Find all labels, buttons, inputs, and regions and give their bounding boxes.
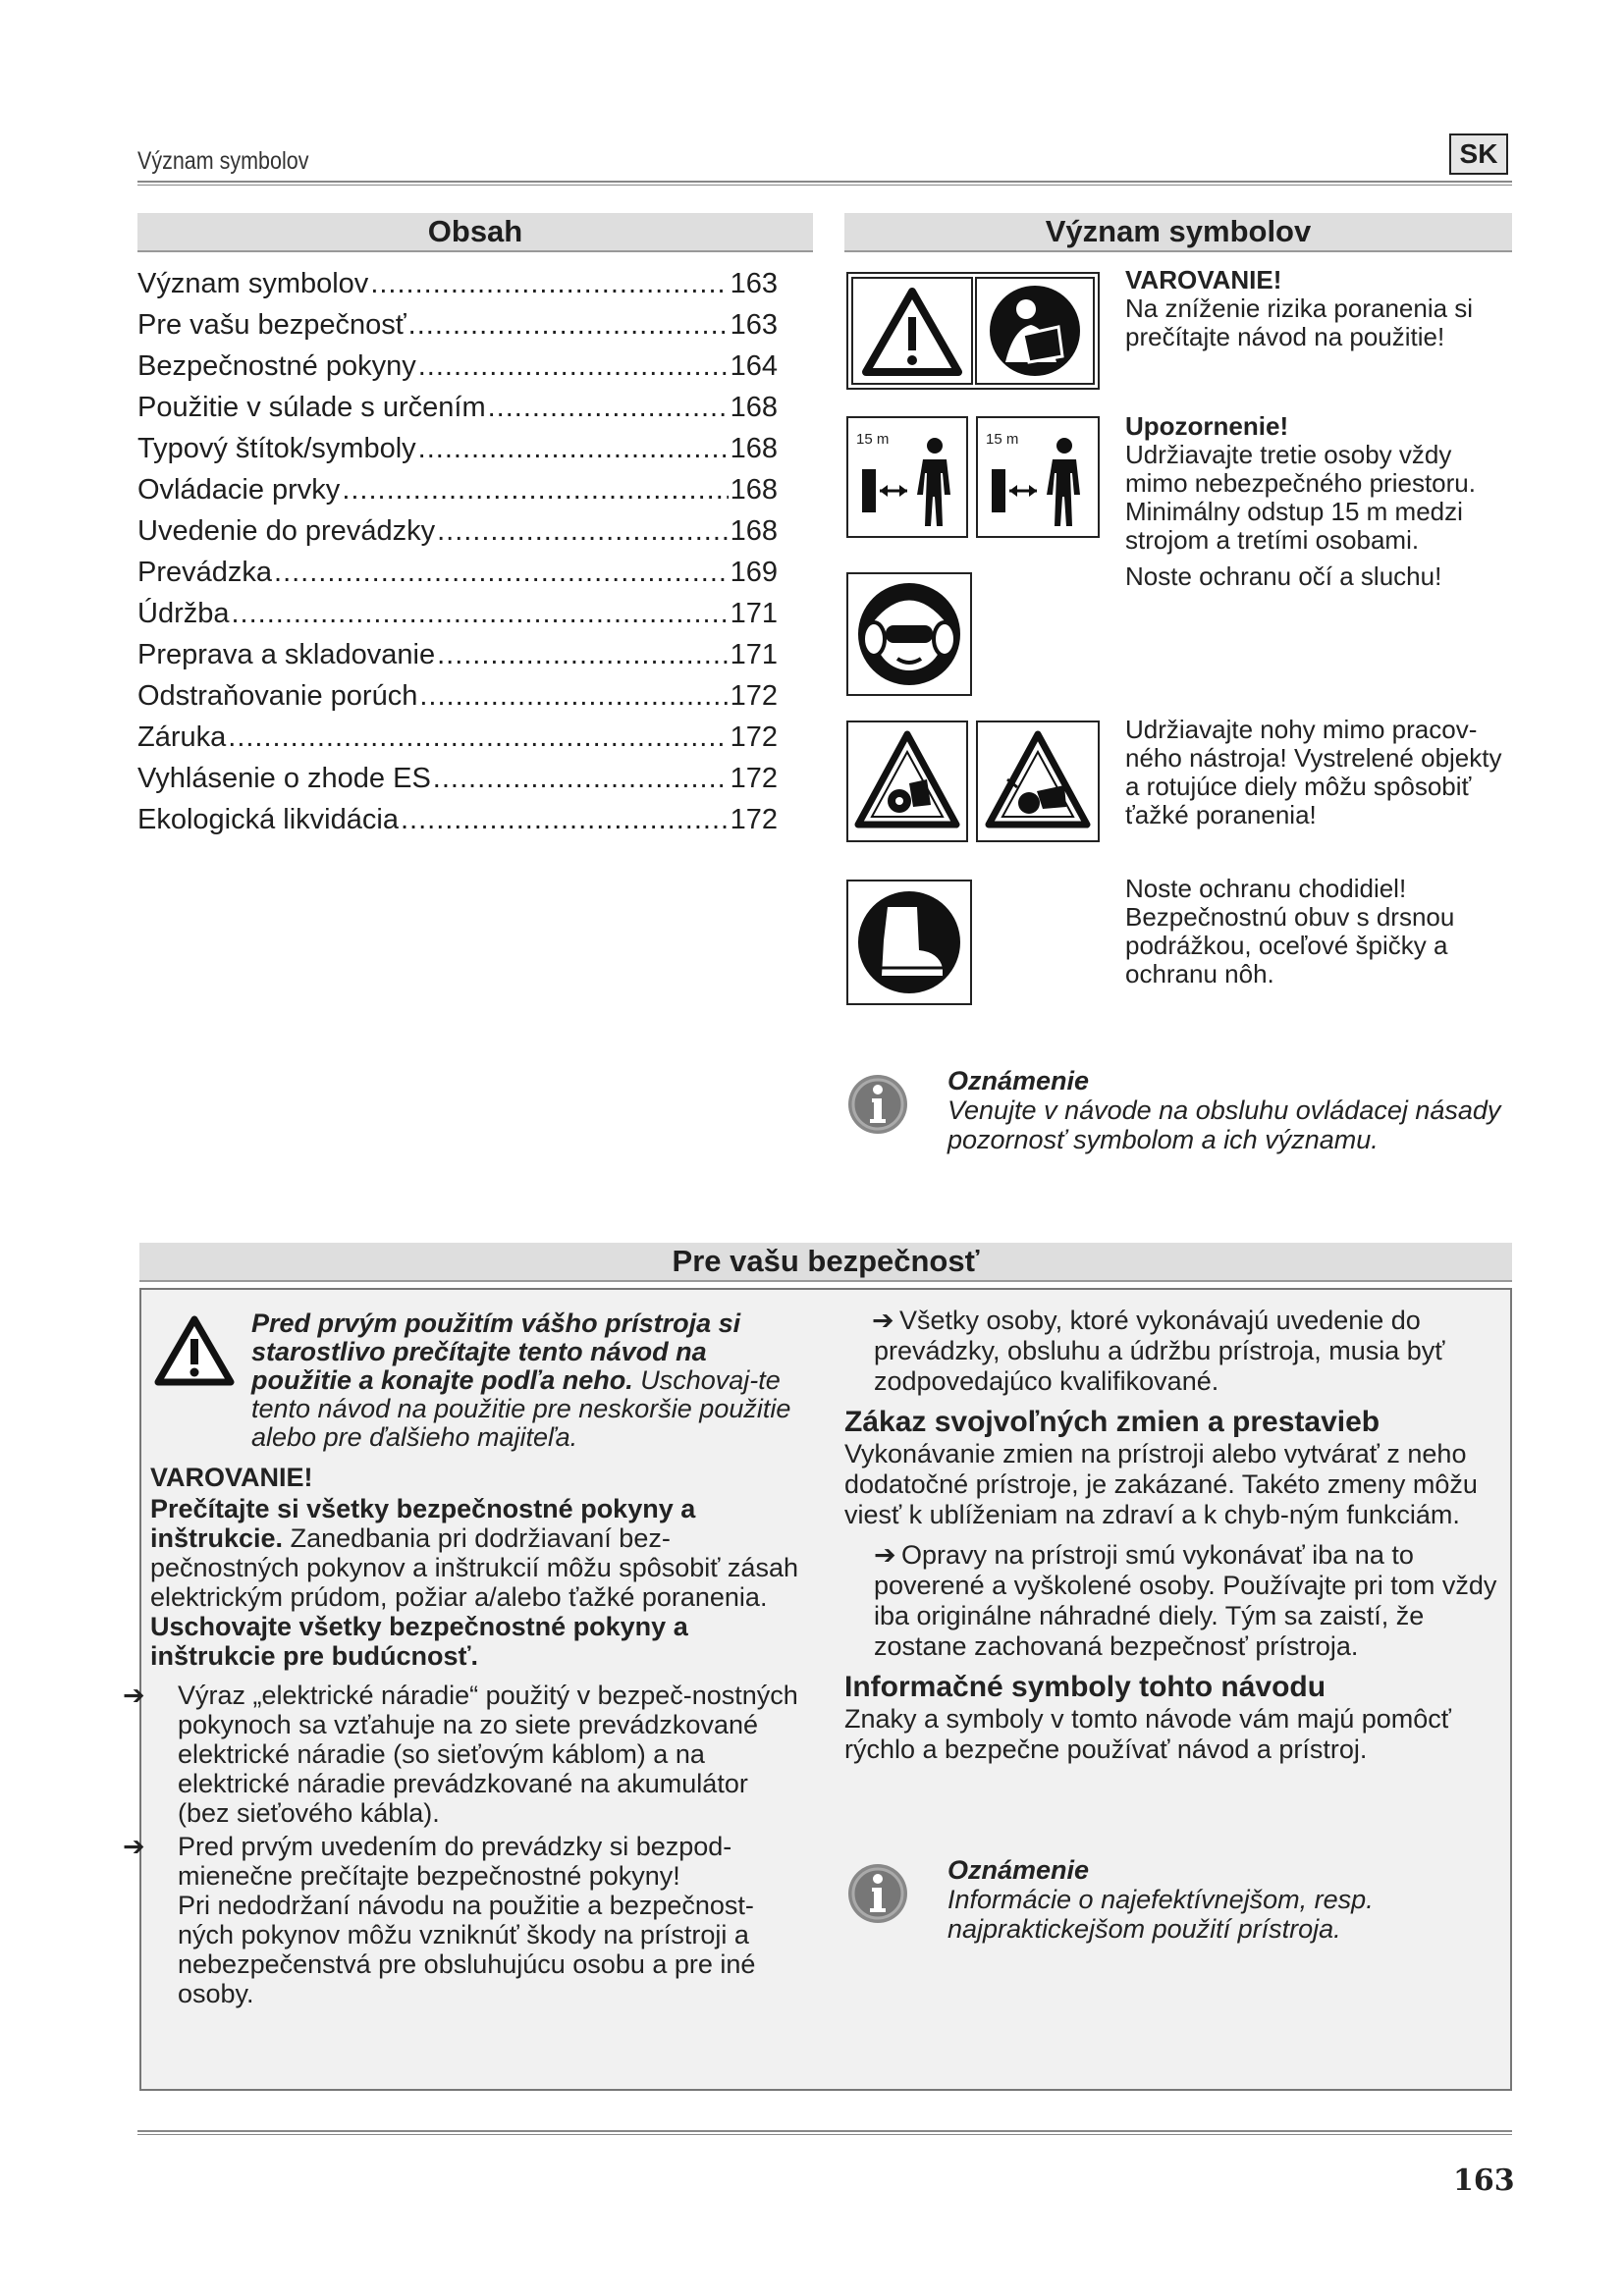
footer-rule [137,2130,1512,2135]
distance-symbol-box [846,416,968,538]
info-text: Znaky a symboly v tomto návode vám majú pomôcť rýchlo a bezpečne používať návod a prístroj. [844,1704,1451,1764]
distance-label-2: 15 m [986,431,1019,448]
eye-ear-protection-icon [858,583,960,685]
page-number: 163 [1453,2163,1515,2198]
running-title: Význam symbolov [137,147,309,175]
toc-entry[interactable]: Uvedenie do prevádzky ..... 168 [137,510,778,552]
info-icon [846,1072,909,1142]
toc-entry[interactable]: Bezpečnostné pokyny ..... 164 [137,346,778,387]
warning-symbol-text: VAROVANIE! Na zníženie rizika poranenia si prečítajte návod na použitie! [1125,265,1474,351]
distance-person-icon [992,438,1080,526]
distance-person-icon [862,438,950,526]
feet-hazard-icon [989,734,1087,825]
bullet-item: ➔ Pred prvým uvedením do prevádzky si bezpod-mienečne prečítajte bezpečnostné pokyny! [123,1832,732,1891]
distance-label: 15 m [856,431,890,448]
header-rule [137,181,1512,186]
info-icon [846,1861,909,1931]
safety-boot-symbol-box [846,880,972,1005]
arrow-icon: ➔ [872,1306,894,1335]
arrow-icon: ➔ [123,1832,145,1861]
read-manual-icon [990,286,1080,376]
feet-hazard-icon [858,734,956,825]
feet-hazard-text: Udržiavajte nohy mimo pracov-ného nástroja! Vystrelené objekty a rotujúce diely môžu spôsobiť ťažké poranenia! [1125,715,1502,829]
safety-boot-icon [858,891,960,993]
safety-left-column: VAROVANIE! Prečítajte si všetky bezpečnostné pokyny a inštrukcie. Zanedbania pri dodržiavaní bez-pečnostných pokynov a inštrukcií môžu spôsobiť zásah elektrickým prúdom, požiar a/alebo ťažké poranenia. Uschovajte všetky bezpečnostné pokyny a inštrukcie pre budúcnosť. ➔ Výraz „elektrické náradie“ použitý v bezpeč-nostných pokynoch sa vzťahuje na zo siete prevádzkované elektrické náradie (so sieťovým káblom) a na elektrické náradie prevádzkované na akumulátor (bez sieťového kábla). ➔ Pred prvým uvedením do prevádzky si bezpod-mienečne prečítajte bezpečnostné pokyny! Pri nedodržaní návodu na použitie a bezpečnost-ných pokynov môžu vzniknúť škody na prístroji a nebezpečenstvá pre obsluhujúcu osobu a pre iné osoby. [123,1463,798,2008]
table-of-contents [137,263,778,840]
toc-entry[interactable]: Typový štítok/symboly ..... 168 [137,428,778,469]
toc-entry[interactable]: Odstraňovanie porúch ..... 172 [137,675,778,717]
bullet-item: ➔ Výraz „elektrické náradie“ použitý v bezpeč-nostných pokynoch sa vzťahuje na zo siete prevádzkované elektrické náradie (so sieťovým káblom) a na elektrické náradie prevádzkované na akumulátor (bez sieťového kábla). [123,1681,798,1828]
bullet-continuation: Pri nedodržaní návodu na použitie a bezpečnost-ných pokynov môžu vzniknúť škody na prístroji a nebezpečenstvá pre obsluhujúcu osobu a pre iné osoby. [178,1891,756,2008]
toc-entry[interactable]: Použitie v súlade s určením ..... 168 [137,387,778,428]
arrow-icon: ➔ [874,1540,896,1570]
arrow-icon: ➔ [123,1681,145,1710]
keep-instructions: Uschovajte všetky bezpečnostné pokyny a inštrukcie pre budúcnosť. [150,1612,688,1671]
safety-intro: Pred prvým použitím vášho prístroja si starostlivo prečítajte tento návod na použitie a konajte podľa neho. Uschovaj-te tento návod na použitie pre neskoršie použitie alebo pre ďalšieho majiteľa. [251,1308,791,1452]
warning-triangle-icon [866,292,958,372]
symbols-notice: Oznámenie Venujte v návode na obsluhu ovládacej násady pozornosť symbolom a ich významu. [947,1066,1501,1154]
eye-ear-symbol-box [846,572,972,696]
bullet-item: ➔ Všetky osoby, ktoré vykonávajú uvedenie do prevádzky, obsluhu a údržbu prístroja, musia byť zodpovedajúco kvalifikované. [872,1306,1445,1396]
toc-entry[interactable]: Ekologická likvidácia ..... 172 [137,799,778,840]
feet-hazard-symbol-box [846,721,968,842]
toc-entry[interactable]: Pre vašu bezpečnosť ..... 163 [137,304,778,346]
warning-triangle-icon [152,1313,237,1393]
caution-symbol-text: Upozornenie! Udržiavajte tretie osoby vždy mimo nebezpečného priestoru. Minimálny odstup 15 m medzi strojom a tretími osobami. Noste ochranu očí a sluchu! [1125,411,1476,591]
mods-text: Vykonávanie zmien na prístroji alebo vytvárať z neho dodatočné prístroje, je zakázané. Takéto zmeny môžu viesť k ublíženiam na zdraví a k chyb-ným funkciám. [844,1439,1478,1529]
toc-entry[interactable]: Ovládacie prvky ..... 168 [137,469,778,510]
distance-symbol-box-2 [976,416,1100,538]
info-heading: Informačné symboly tohto návodu [844,1671,1326,1703]
toc-entry[interactable]: Preprava a skladovanie ..... 171 [137,634,778,675]
bullet-item: ➔ Opravy na prístroji smú vykonávať iba na to poverené a vyškolené osoby. Používajte pri tom vždy iba originálne náhradné diely. Tým sa zaistí, že zostane zachovaná bezpečnosť prístroja. [874,1540,1497,1661]
safety-notice: Oznámenie Informácie o najefektívnejšom, resp. najpraktickejšom použití prístroja. [947,1855,1374,1944]
toc-entry[interactable]: Údržba ..... 171 [137,593,778,634]
safety-heading: Pre vašu bezpečnosť [139,1243,1512,1282]
language-badge: SK [1449,133,1508,175]
feet-hazard-symbol-box-2 [976,721,1100,842]
safety-right-column [844,1306,1502,1765]
symbols-heading: Význam symbolov [844,213,1512,252]
toc-entry[interactable]: Význam symbolov ..... 163 [137,263,778,304]
mods-heading: Zákaz svojvoľných zmien a prestavieb [844,1406,1380,1438]
toc-heading: Obsah [137,213,813,252]
toc-entry[interactable]: Záruka ..... 172 [137,717,778,758]
toc-entry[interactable]: Vyhlásenie o zhode ES ..... 172 [137,758,778,799]
safety-boot-text: Noste ochranu chodidiel! Bezpečnostnú obuv s drsnou podrážkou, oceľové špičky a ochranu nôh. [1125,874,1455,988]
toc-entry[interactable]: Prevádzka ..... 169 [137,552,778,593]
warning-symbol-box [846,272,1100,390]
warning-label: VAROVANIE! [150,1463,313,1492]
